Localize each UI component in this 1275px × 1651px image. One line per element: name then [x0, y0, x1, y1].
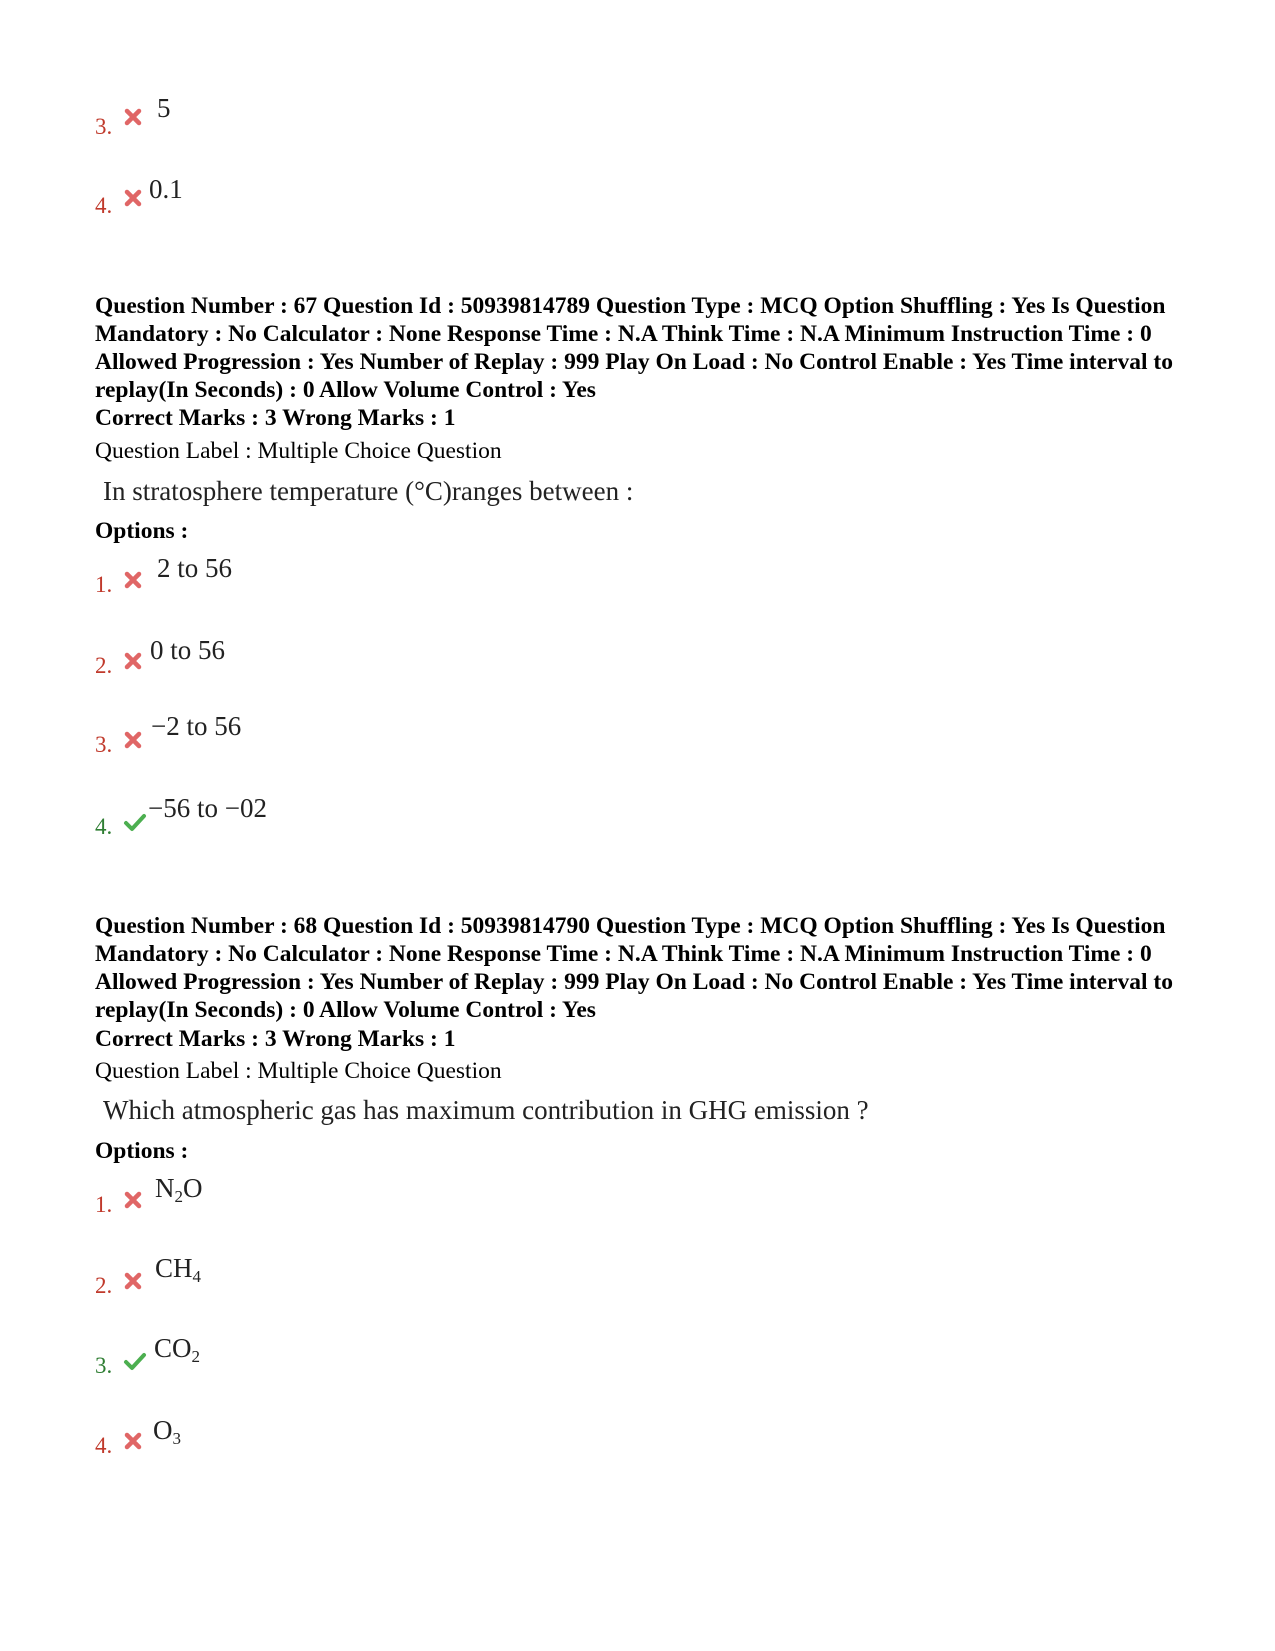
- question-label: Question Label : Multiple Choice Question: [95, 438, 502, 464]
- option-number: 3.: [95, 732, 113, 757]
- option-row: [95, 555, 695, 615]
- question-marks: Correct Marks : 3 Wrong Marks : 1: [95, 405, 456, 431]
- option-value: −56 to −02: [148, 793, 267, 823]
- question-label: Question Label : Multiple Choice Question: [95, 1058, 502, 1084]
- option-value: $N_2O$: [155, 1173, 203, 1206]
- option-row: [95, 176, 695, 236]
- wrong-mark-icon: [123, 1271, 143, 1291]
- wrong-mark-icon: [123, 651, 143, 671]
- option-value: 5: [157, 93, 171, 123]
- option-row: [95, 713, 695, 773]
- option-number: 1.: [95, 1192, 113, 1217]
- option-value: $CH_4$: [155, 1253, 202, 1286]
- correct-mark-icon: [123, 812, 147, 832]
- option-row: [95, 95, 695, 155]
- correct-mark-icon: [123, 1351, 147, 1371]
- option-row: [95, 795, 695, 855]
- option-row: [95, 1175, 695, 1235]
- option-number: 3.: [95, 1353, 113, 1378]
- wrong-mark-icon: [123, 570, 143, 590]
- wrong-mark-icon: [123, 107, 143, 127]
- wrong-mark-icon: [123, 1431, 143, 1451]
- options-header: Options :: [95, 1138, 189, 1164]
- option-value: 0 to 56: [150, 635, 226, 665]
- option-row: [95, 1335, 695, 1395]
- wrong-mark-icon: [123, 1190, 143, 1210]
- option-number: 2.: [95, 653, 113, 678]
- option-number: 4.: [95, 814, 113, 839]
- option-value: 2 to 56: [157, 553, 233, 583]
- option-value: 0.1: [149, 174, 183, 204]
- question-marks: Correct Marks : 3 Wrong Marks : 1: [95, 1026, 456, 1052]
- options-header: Options :: [95, 518, 189, 544]
- question-text: In stratosphere temperature (°C)ranges between :: [103, 476, 634, 506]
- option-value: $CO_2$: [154, 1333, 201, 1366]
- option-row: [95, 1417, 695, 1477]
- option-row: [95, 637, 695, 697]
- option-number: 2.: [95, 1273, 113, 1298]
- question-text: Which atmospheric gas has maximum contribution in GHG emission ?: [103, 1095, 869, 1125]
- option-value: $O_3$: [153, 1415, 181, 1448]
- wrong-mark-icon: [123, 188, 143, 208]
- option-value: −2 to 56: [151, 711, 242, 741]
- question-meta: Question Number : 67 Question Id : 50939814789 Question Type : MCQ Option Shuffling : Yes Is Question Mandatory : No Calculator : None Response Time : N.A Think Time : N.A Minimum Instruction Time : 0 Allowed Progression : Yes Number of Replay : 999 Play On Load : No Control Enable : Yes Time interval to replay(In Seconds) : 0 Allow Volume Control : Yes: [95, 293, 1173, 403]
- question-meta: Question Number : 68 Question Id : 50939814790 Question Type : MCQ Option Shuffling : Yes Is Question Mandatory : No Calculator : None Response Time : N.A Think Time : N.A Minimum Instruction Time : 0 Allowed Progression : Yes Number of Replay : 999 Play On Load : No Control Enable : Yes Time interval to replay(In Seconds) : 0 Allow Volume Control : Yes: [95, 913, 1173, 1023]
- option-row: [95, 1255, 695, 1315]
- option-number: 3.: [95, 114, 113, 139]
- option-number: 4.: [95, 1433, 113, 1458]
- wrong-mark-icon: [123, 730, 143, 750]
- option-number: 4.: [95, 193, 113, 218]
- option-number: 1.: [95, 572, 113, 597]
